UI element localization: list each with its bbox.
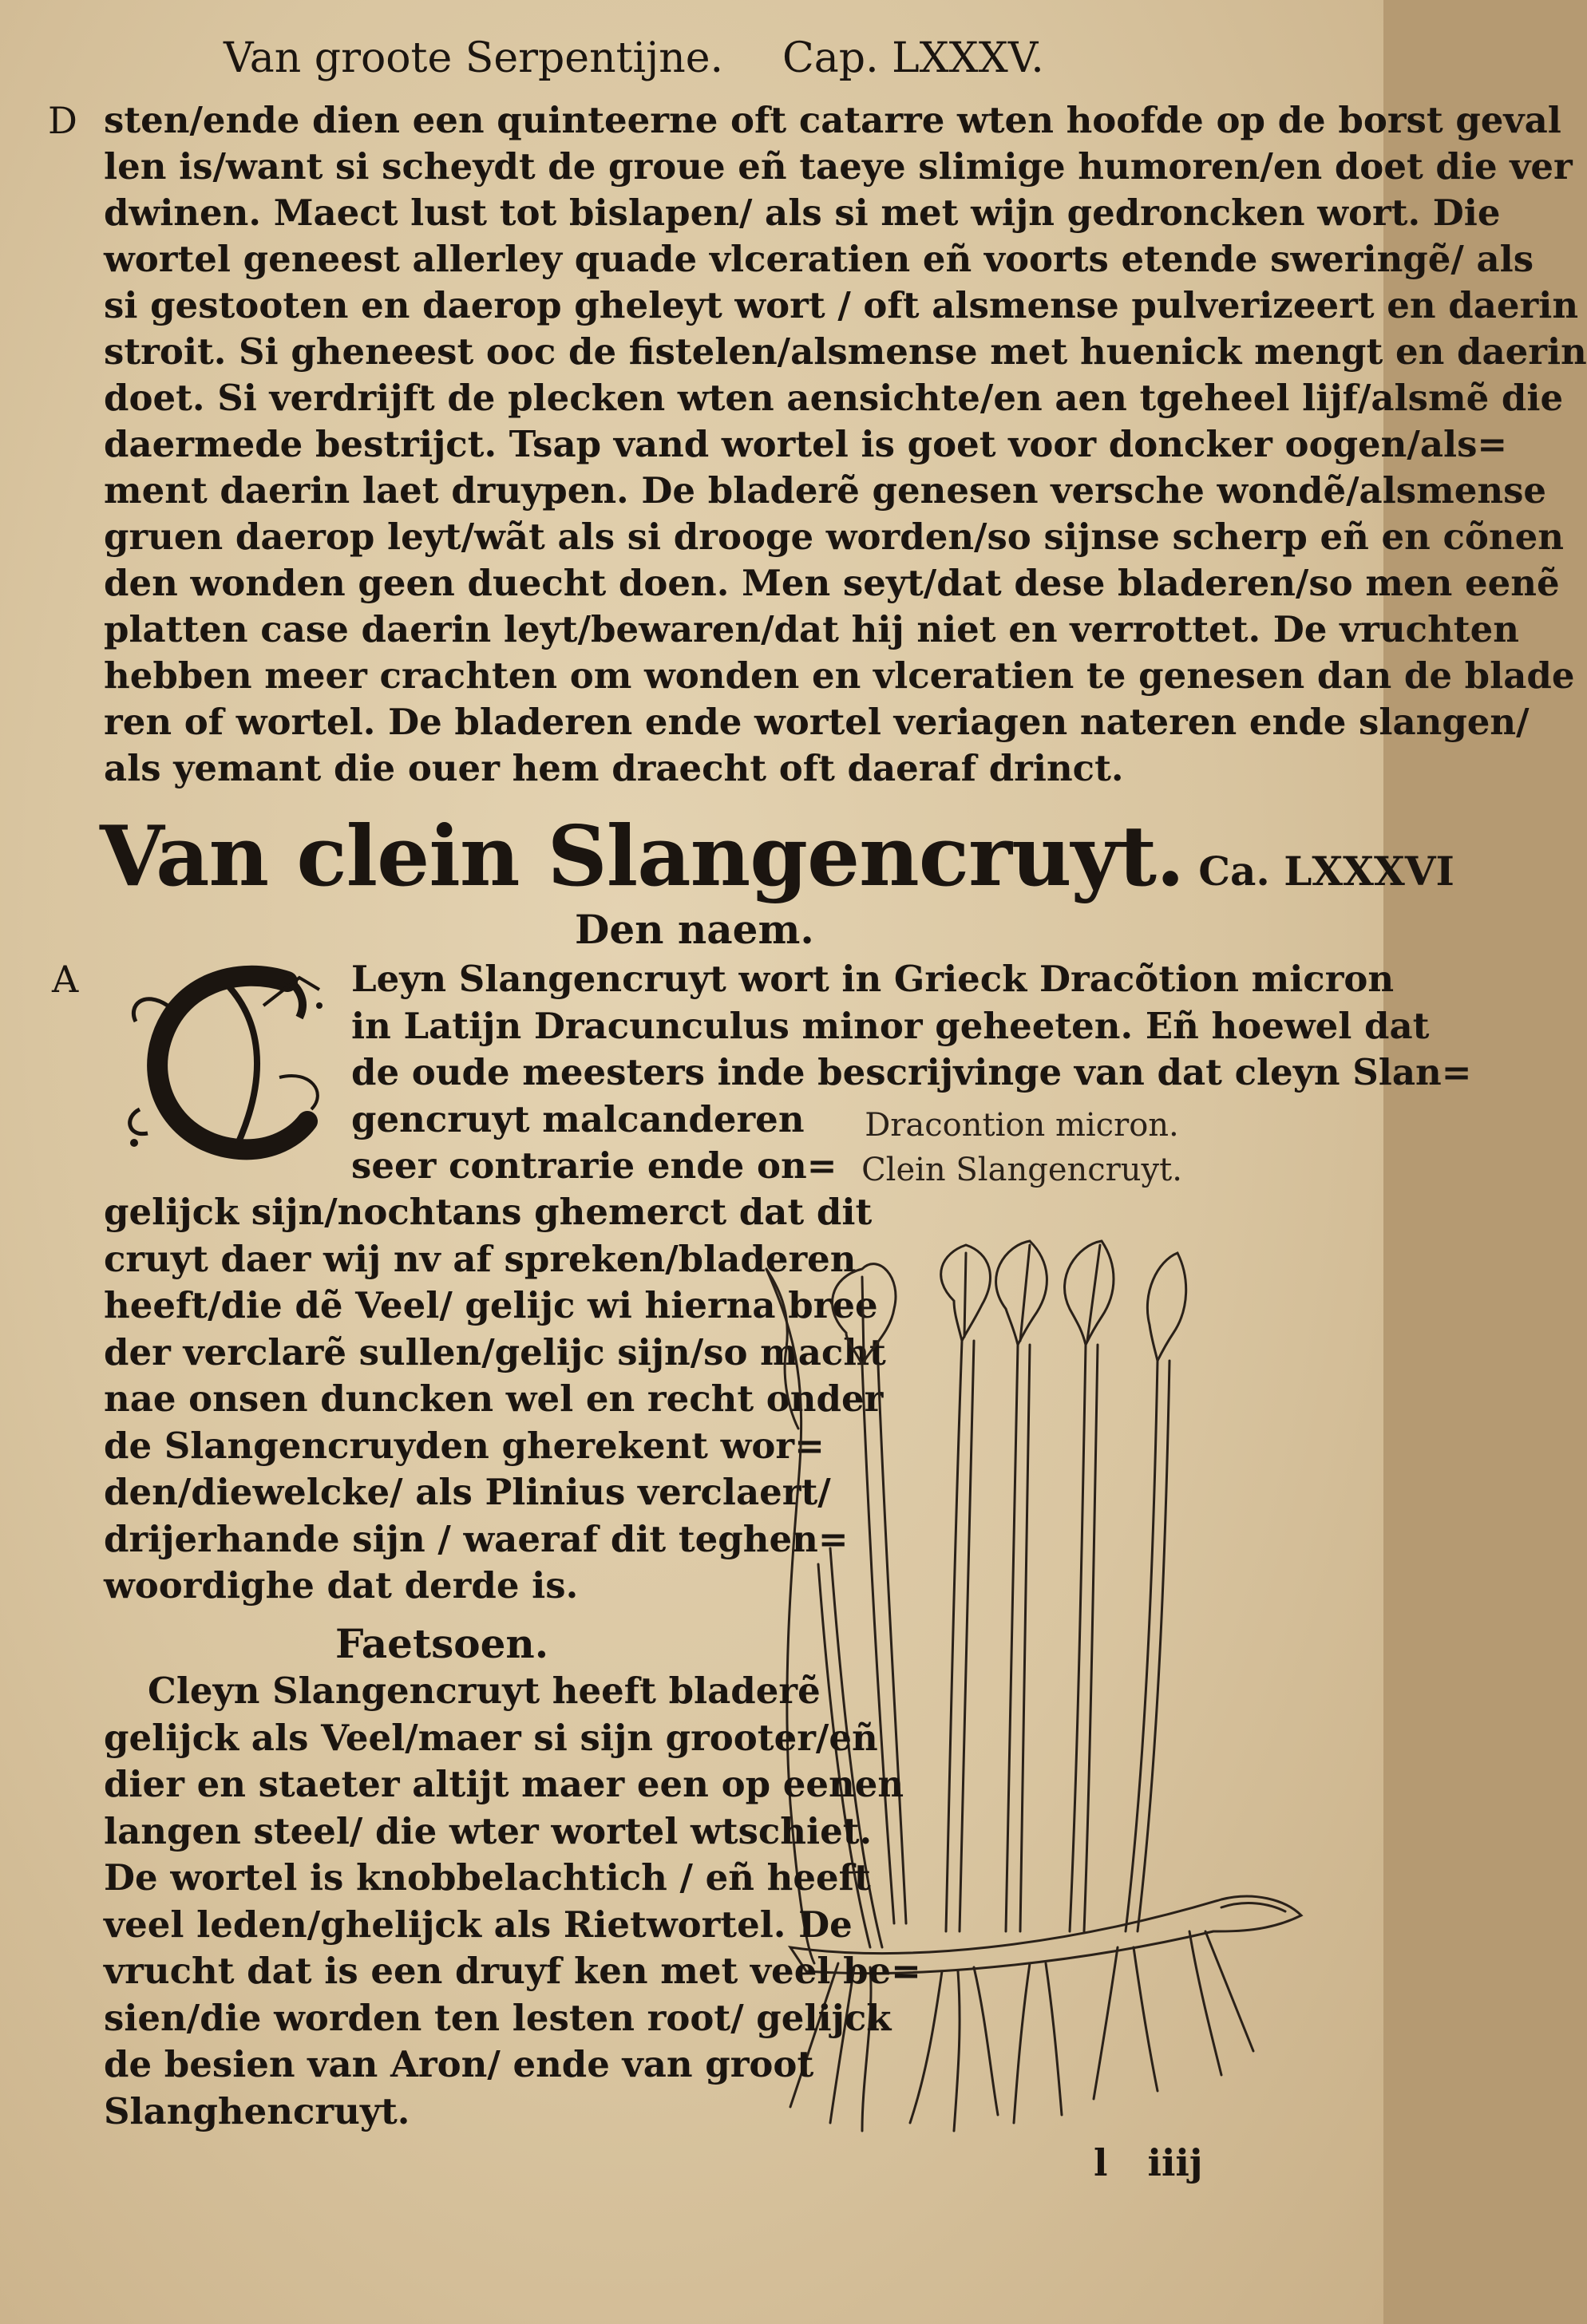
text-line: gelijck sijn/nochtans ghemerct dat dit [104, 1191, 873, 1233]
text-line: doet. Si verdrijft de plecken wten aensichte/en aen tgeheel lijf/alsmẽ die [104, 377, 1564, 419]
margin-letter-a: A [52, 958, 79, 1001]
text-line: sien/die worden ten lesten root/ gelijck [104, 1996, 892, 2039]
text-line: de oude meesters inde bescrijvinge van dat cleyn Slan= [351, 1051, 1472, 1093]
text-line: veel leden/ghelijck als Rietwortel. De [104, 1903, 853, 1946]
text-line: seer contrarie ende on= [351, 1144, 837, 1187]
text-line: De wortel is knobbelachtich / eñ heeft [104, 1856, 871, 1899]
text-line: den/diewelcke/ als Plinius verclaert/ [104, 1471, 831, 1513]
text-line: cruyt daer wij nv af spreken/bladeren [104, 1237, 857, 1280]
text-line: len is/want si scheydt de groue eñ taeye slimige humoren/en doet die ver [104, 145, 1573, 188]
text-line: nae onsen duncken wel en recht onder [104, 1377, 884, 1420]
text-line: sten/ende dien een quinteerne oft catarre wten hoofde op de borst geval [104, 99, 1561, 141]
text-line: heeft/die dẽ Veel/ gelijc wi hierna bree [104, 1284, 878, 1326]
text-line: dwinen. Maect lust tot bislapen/ als si met wijn gedroncken wort. Die [104, 192, 1501, 234]
text-line: gelijck als Veel/maer si sijn grooter/eñ [104, 1716, 878, 1759]
text-line: si gestooten en daerop gheleyt wort / oft alsmense pulverizeert en daerin [104, 284, 1579, 326]
decorated-initial-c-icon [120, 958, 343, 1173]
signature-mark: l [1094, 2141, 1108, 2184]
section-heading-name: Den naem. [575, 906, 814, 953]
text-line: vrucht dat is een druyf ken met veel be= [104, 1950, 921, 1992]
figure-caption [830, 1103, 1213, 1192]
text-line: daermede bestrijct. Tsap vand wortel is goet voor doncker oogen/als= [104, 423, 1508, 465]
text-line: als yemant die ouer hem draecht oft daeraf drinct. [104, 747, 1124, 789]
top-paragraph [104, 97, 1587, 792]
text-line: de Slangencruyden gherekent wor= [104, 1424, 825, 1467]
text-line: langen steel/ die wter wortel wtschiet. [104, 1809, 873, 1852]
text-line: woordighe dat derde is. [104, 1564, 579, 1607]
caption-dutch: Clein Slangencruyt. [861, 1152, 1182, 1188]
text-line: Leyn Slangencruyt wort in Grieck Dracõtion micron [351, 958, 1395, 1000]
folio-number: iiij [1147, 2141, 1203, 2184]
text-line: in Latijn Dracunculus minor geheeten. Eñ hoewel dat [351, 1004, 1430, 1047]
text-line: hebben meer crachten om wonden en vlceratien te genesen dan de blade [104, 654, 1575, 697]
text-line: Cleyn Slangencruyt heeft bladerẽ [148, 1670, 821, 1712]
running-header-title: Van groote Serpentijne. [224, 34, 724, 82]
text-line: de besien van Aron/ ende van groot [104, 2043, 814, 2085]
text-line: Slanghencruyt. [104, 2089, 410, 2132]
text-line: ren of wortel. De bladeren ende wortel veriagen nateren ende slangen/ [104, 701, 1530, 743]
text-line: stroit. Si gheneest ooc de fistelen/alsmense met huenick mengt en daerin [104, 330, 1587, 373]
text-line: gencruyt malcanderen [351, 1097, 805, 1140]
running-header-chapter: Cap. LXXXV. [782, 34, 1044, 82]
chapter-title [100, 804, 1454, 908]
text-line: platten case daerin leyt/bewaren/dat hij niet en verrottet. De vruchten [104, 608, 1519, 650]
text-line: gruen daerop leyt/wãt als si drooge worden/so sijnse scherp eñ en cõnen [104, 516, 1564, 558]
text-line: wortel geneest allerley quade vlceratien eñ voorts etende sweringẽ/ als [104, 238, 1534, 280]
chapter-title-text: Van clein Slangencruyt. [100, 807, 1185, 905]
text-line: den wonden geen duecht doen. Men seyt/dat dese bladeren/so men eenẽ [104, 562, 1560, 604]
folio-mark [1094, 2139, 1243, 2187]
text-line: der verclarẽ sullen/gelijc sijn/so macht [104, 1330, 886, 1373]
chapter-number: Ca. LXXXVI [1198, 848, 1454, 895]
running-header [224, 30, 1166, 86]
caption-latin: Dracontion micron. [865, 1107, 1179, 1144]
section-heading-fashion: Faetsoen. [335, 1620, 549, 1667]
text-line: dier en staeter altijt maer een op eenen [104, 1763, 904, 1805]
fashion-lines [104, 1668, 921, 2135]
margin-letter-d: D [48, 99, 77, 142]
text-line: drijerhande sijn / waeraf dit teghen= [104, 1517, 849, 1560]
text-line: ment daerin laet druypen. De bladerẽ genesen versche wondẽ/alsmense [104, 469, 1547, 512]
